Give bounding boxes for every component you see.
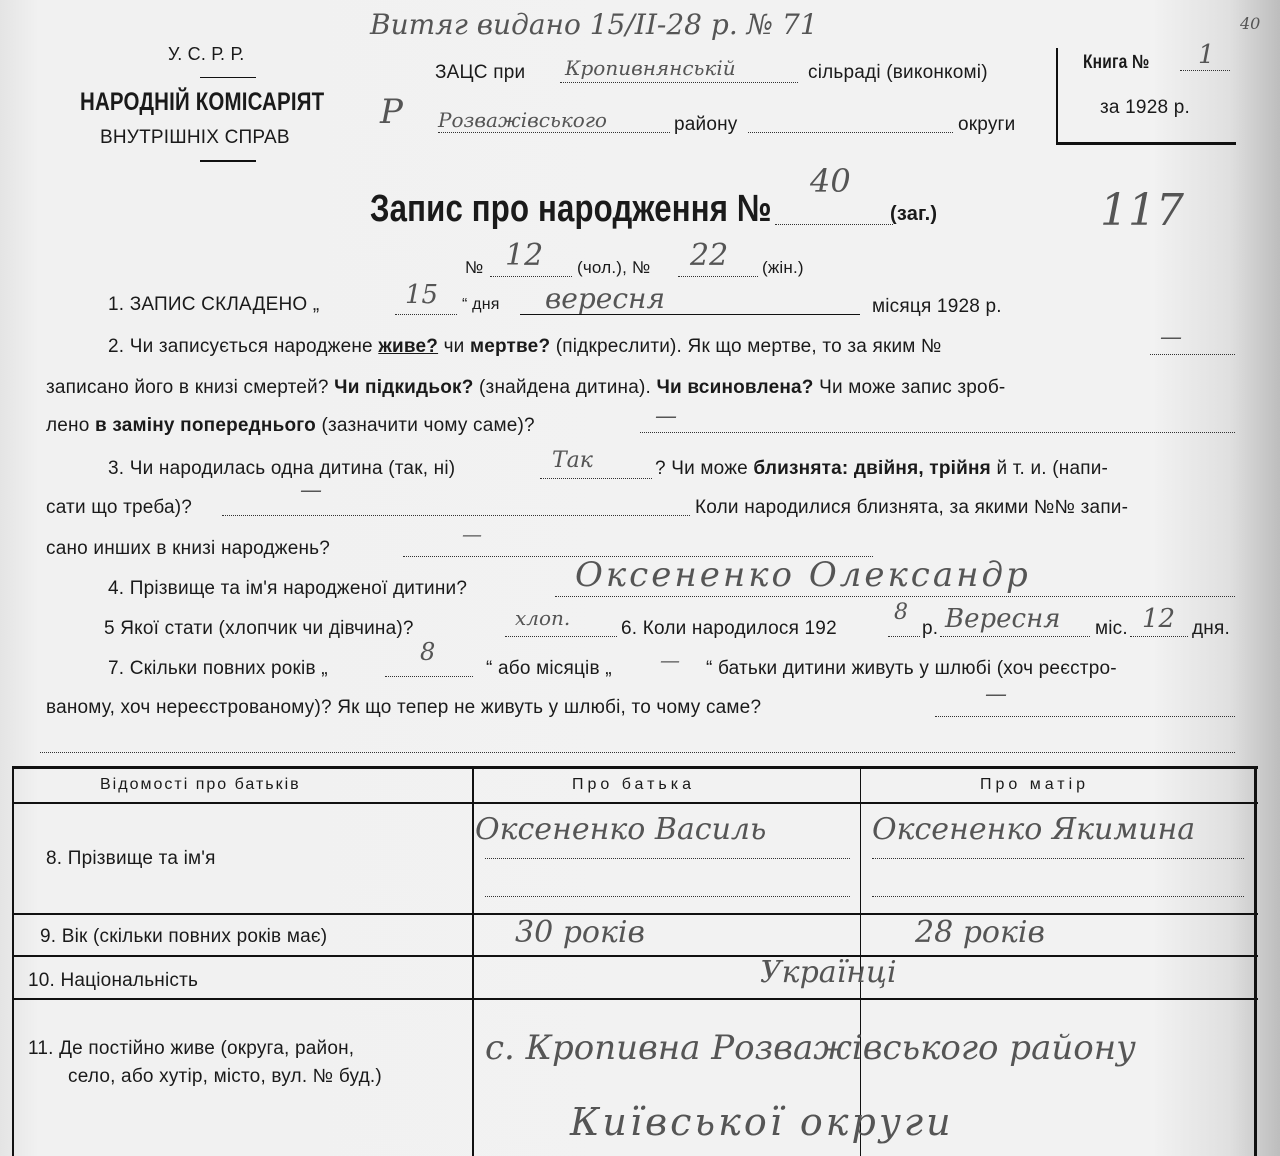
zags-village: Кропивнянській: [565, 56, 736, 80]
sub-number-label: №: [465, 258, 484, 277]
q3-one-line: [540, 478, 652, 479]
q3-line2-a: сати що треба)?: [46, 497, 193, 518]
q7-reason: —: [985, 682, 1007, 707]
male-label: (чол.), №: [577, 258, 651, 277]
table-field-line: [872, 858, 1244, 859]
q6-month-line: [940, 636, 1090, 637]
q5-sex: хлоп.: [515, 606, 571, 630]
q6-r: р.: [922, 618, 939, 639]
q2-adopted: Чи всиновлена?: [656, 377, 814, 398]
q6-year-line: [888, 636, 920, 637]
male-number-line: [490, 276, 572, 277]
q2-text: 2. Чи записується народжене: [108, 336, 373, 357]
q4-label: 4. Прізвище та ім'я народженої дитини?: [108, 578, 468, 599]
divider: [200, 160, 256, 162]
zags-suffix: сільраді (виконкомі): [808, 62, 988, 83]
book-box-border: [1056, 142, 1236, 145]
q3-one-answer: Так: [552, 448, 593, 473]
q2-reason-line: [640, 432, 1235, 433]
corner-number: 40: [1240, 14, 1261, 33]
q1-month: вересня: [545, 282, 666, 315]
q1-suffix: місяця 1928 р.: [872, 296, 1002, 317]
q2-reason: —: [655, 404, 677, 429]
table-header: Про матір: [980, 776, 1090, 793]
okruha-field-line: [748, 132, 953, 133]
title-suffix: (заг.): [890, 203, 938, 225]
q3-line2-b: Коли народилися близнята, за якими №№ запи-: [695, 497, 1129, 518]
q1-day: 15: [405, 280, 439, 310]
blank-line: [40, 752, 1235, 753]
record-number: 40: [810, 162, 851, 200]
q6-day: 12: [1142, 604, 1176, 634]
row-label-nationality: 10. Національність: [28, 970, 199, 991]
table-border: [12, 998, 1258, 1000]
q2-text: (зазначити чому саме)?: [321, 415, 535, 436]
q2-line3: [46, 415, 535, 437]
rayon-label: району: [674, 114, 738, 135]
q1-day-line: [395, 314, 457, 315]
table-header: Про батька: [572, 776, 695, 793]
table-border: [12, 955, 1258, 957]
q3-line1-a: 3. Чи народилась одна дитина (так, ні): [108, 458, 456, 479]
q5-label: 5 Якої стати (хлопчик чи дівчина)?: [104, 618, 414, 639]
q7-years-line: [385, 676, 473, 677]
q6-year: 8: [894, 600, 908, 625]
handwritten-mark: Р: [380, 92, 403, 132]
table-border: [12, 766, 14, 1156]
q3-text: й т. и. (напи-: [996, 458, 1109, 479]
table-border: [1254, 766, 1257, 1156]
table-header: Відомості про батьків: [100, 776, 301, 793]
q2-text: Чи може запис зроб-: [819, 377, 1006, 398]
q6-mis: міс.: [1095, 618, 1128, 639]
rayon-field-line: [438, 132, 670, 133]
q3-numbers-answer: —: [462, 522, 482, 546]
zags-prefix: ЗАЦС при: [435, 62, 526, 83]
q3-text: ? Чи може: [655, 458, 748, 479]
q2-dead-option: мертве?: [469, 336, 551, 357]
residence-line1: с. Кропивна Розважівського району: [485, 1028, 1136, 1068]
q6-label: 6. Коли народилося 192: [621, 618, 837, 639]
residence-line2: Київської округи: [570, 1100, 954, 1144]
mother-name: Оксененко Якимина: [872, 812, 1196, 847]
q3-line1: [655, 458, 1108, 480]
q6-month: Вересня: [945, 604, 1061, 634]
q7-line1-c: “ батьки дитини живуть у шлюбі (хоч реєстро-: [706, 658, 1117, 679]
table-border: [12, 802, 1258, 804]
table-border: [12, 766, 1258, 769]
row-label-residence: 11. Де постійно живе (округа, район,: [28, 1038, 355, 1059]
table-field-line: [872, 896, 1244, 897]
book-box-border: [1056, 48, 1058, 144]
zags-field-line: [560, 82, 798, 83]
father-age: 30 років: [515, 915, 645, 950]
q7-reason-line: [935, 716, 1235, 717]
republic-name: У. С. Р. Р.: [168, 44, 245, 64]
father-name: Оксененко Василь: [475, 812, 767, 847]
book-number: 1: [1198, 40, 1215, 70]
handwritten-note: Витяг видано 15/ІІ-28 р. № 71: [370, 8, 818, 41]
q2-text: чи: [443, 336, 465, 357]
q2-line2: [46, 377, 1005, 399]
q2-text: (знайдена дитина).: [479, 377, 651, 398]
q7-months: —: [660, 648, 680, 672]
q2-alive-option: живе?: [378, 336, 439, 357]
q3-twins: близнята: двійня, трійня: [753, 458, 991, 479]
rayon-name: Розважівського: [438, 108, 607, 132]
table-border: [472, 768, 474, 1156]
female-number: 22: [690, 238, 729, 273]
side-number: 117: [1100, 185, 1184, 236]
q2-text: записано його в книзі смертей?: [46, 377, 329, 398]
commissariat-subtitle: ВНУТРІШНІХ СПРАВ: [100, 127, 290, 148]
q7-line2: ваному, хоч нереєстрованому)? Як що тепер не живуть у шлюбі, то чому саме?: [46, 697, 762, 718]
record-number-line: [775, 224, 893, 225]
male-number: 12: [505, 238, 544, 273]
q2-foundling: Чи підкидьок?: [334, 377, 474, 398]
book-number-line: [1180, 70, 1230, 71]
commissariat-title: НАРОДНІЙ КОМІСАРІЯТ: [80, 88, 325, 116]
divider: [200, 77, 256, 78]
row-label-name: 8. Прізвище та ім'я: [46, 848, 216, 869]
q7-line1-a: 7. Скільки повних років „: [108, 658, 328, 679]
q3-twins-answer: —: [300, 478, 322, 503]
table-field-line: [485, 858, 850, 859]
female-number-line: [678, 276, 758, 277]
q2-number-line: [1150, 354, 1235, 355]
q3-line3: сано инших в книзі народжень?: [46, 538, 331, 559]
okruha-label: округи: [958, 114, 1016, 135]
q7-line1-b: “ або місяців „: [486, 658, 612, 679]
q4-name-line: [555, 596, 1235, 597]
q2-number: —: [1160, 325, 1182, 350]
book-year: за 1928 р.: [1100, 97, 1190, 118]
female-label: (жін.): [762, 258, 804, 277]
q2-text: (підкреслити). Як що мертве, то за яким №: [555, 336, 942, 357]
book-label: Книга №: [1083, 52, 1150, 73]
mother-age: 28 років: [915, 915, 1045, 950]
q3-twins-line: [222, 515, 690, 516]
q1-day-label: “ дня: [462, 296, 500, 313]
q2-replace: в заміну попереднього: [95, 415, 316, 436]
page-title: Запис про народження №: [370, 188, 772, 230]
q6-day-line: [1130, 636, 1188, 637]
table-field-line: [485, 896, 850, 897]
parents-nationality: Українці: [760, 955, 897, 990]
q2-text: лено: [46, 415, 90, 436]
row-label-age: 9. Вік (скільки повних років має): [40, 926, 328, 947]
q6-dnya: дня.: [1192, 618, 1230, 639]
q2-line1: [108, 336, 942, 358]
q1-label: 1. ЗАПИС СКЛАДЕНО „: [108, 294, 320, 315]
q5-line: [505, 636, 617, 637]
q4-child-name: Оксененко Олександр: [575, 555, 1031, 595]
row-label-residence: село, або хутір, місто, вул. № буд.): [68, 1066, 382, 1087]
q7-years: 8: [420, 638, 436, 666]
